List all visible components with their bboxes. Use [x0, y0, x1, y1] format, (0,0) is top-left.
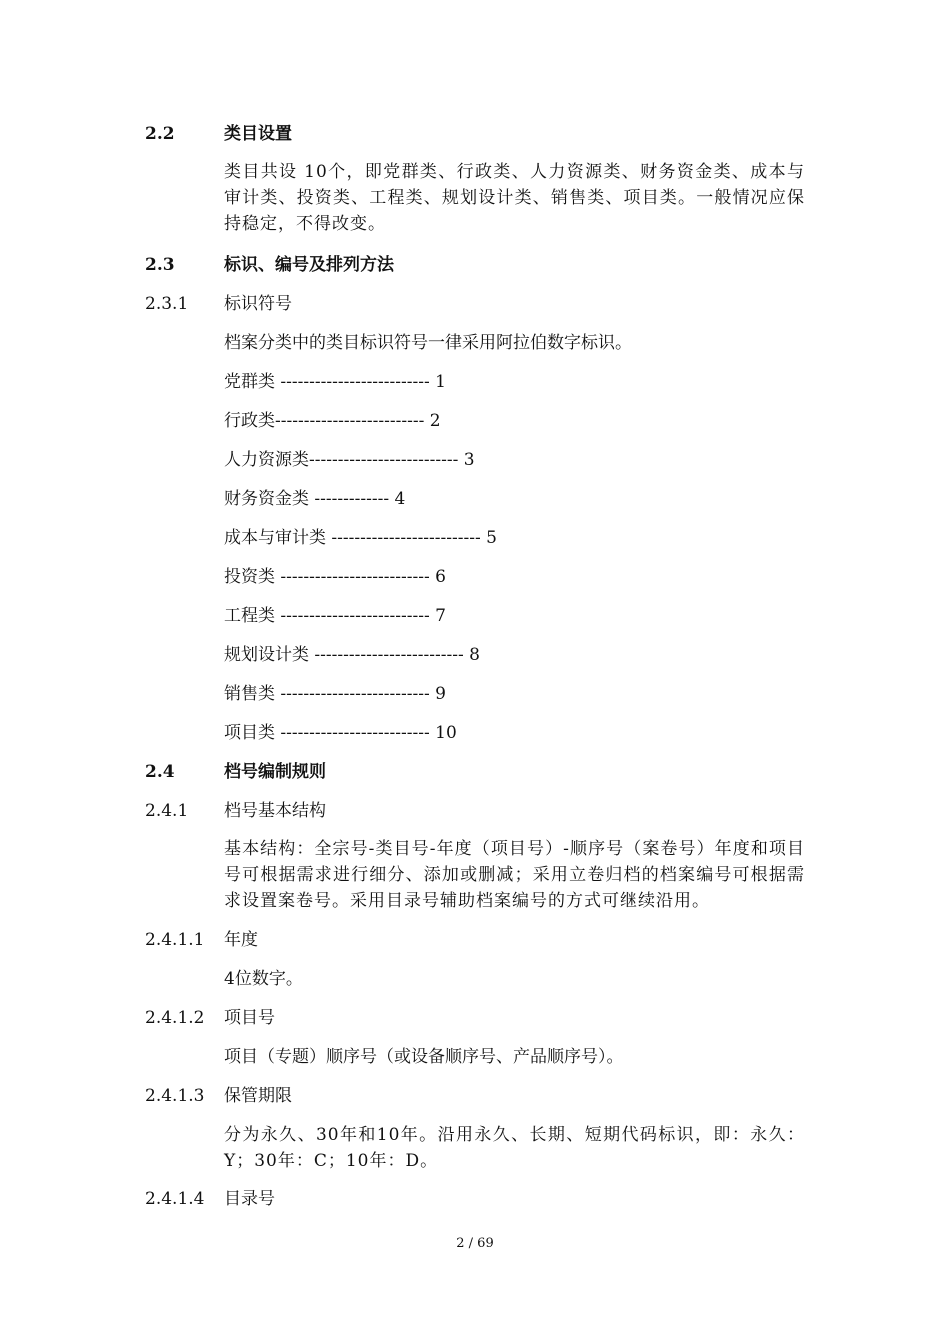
section-number: 2.4.1.3	[145, 1086, 205, 1106]
section-number: 2.4	[145, 762, 175, 782]
section-number: 2.4.1	[145, 801, 189, 821]
section-title: 保管期限	[224, 1086, 292, 1106]
section-number: 2.2	[145, 124, 175, 144]
page-number: 2 / 69	[456, 1236, 494, 1251]
section-title: 标识、编号及排列方法	[224, 255, 394, 275]
section-title: 档号基本结构	[224, 801, 326, 821]
section-title: 标识符号	[224, 294, 292, 314]
section-number: 2.4.1.2	[145, 1008, 205, 1028]
section-title: 档号编制规则	[224, 762, 326, 782]
section-number: 2.3.1	[145, 294, 189, 314]
section-number: 2.4.1.4	[145, 1189, 205, 1209]
section-number: 2.3	[145, 255, 175, 275]
paragraph-retention-period: 分为永久、30年和10年。沿用永久、长期、短期代码标识，即：永久：Y；30年：C；10年：D。	[224, 1125, 805, 1171]
section-title: 年度	[224, 930, 258, 950]
section-title: 目录号	[224, 1189, 275, 1209]
section-title: 类目设置	[224, 124, 292, 144]
section-number: 2.4.1.1	[145, 930, 205, 950]
paragraph-category-setup: 类目共设 10个，即党群类、行政类、人力资源类、财务资金类、成本与审计类、投资类、工程类、规划设计类、销售类、项目类。一般情况应保持稳定，不得改变。	[224, 162, 805, 234]
section-title: 项目号	[224, 1008, 275, 1028]
paragraph-basic-structure: 基本结构：全宗号-类目号-年度（项目号）-顺序号（案卷号）年度和项目号可根据需求进行细分、添加或删减；采用立卷归档的档案编号可根据需求设置案卷号。采用目录号辅助档案编号的方式可继续沿用。	[224, 839, 805, 911]
